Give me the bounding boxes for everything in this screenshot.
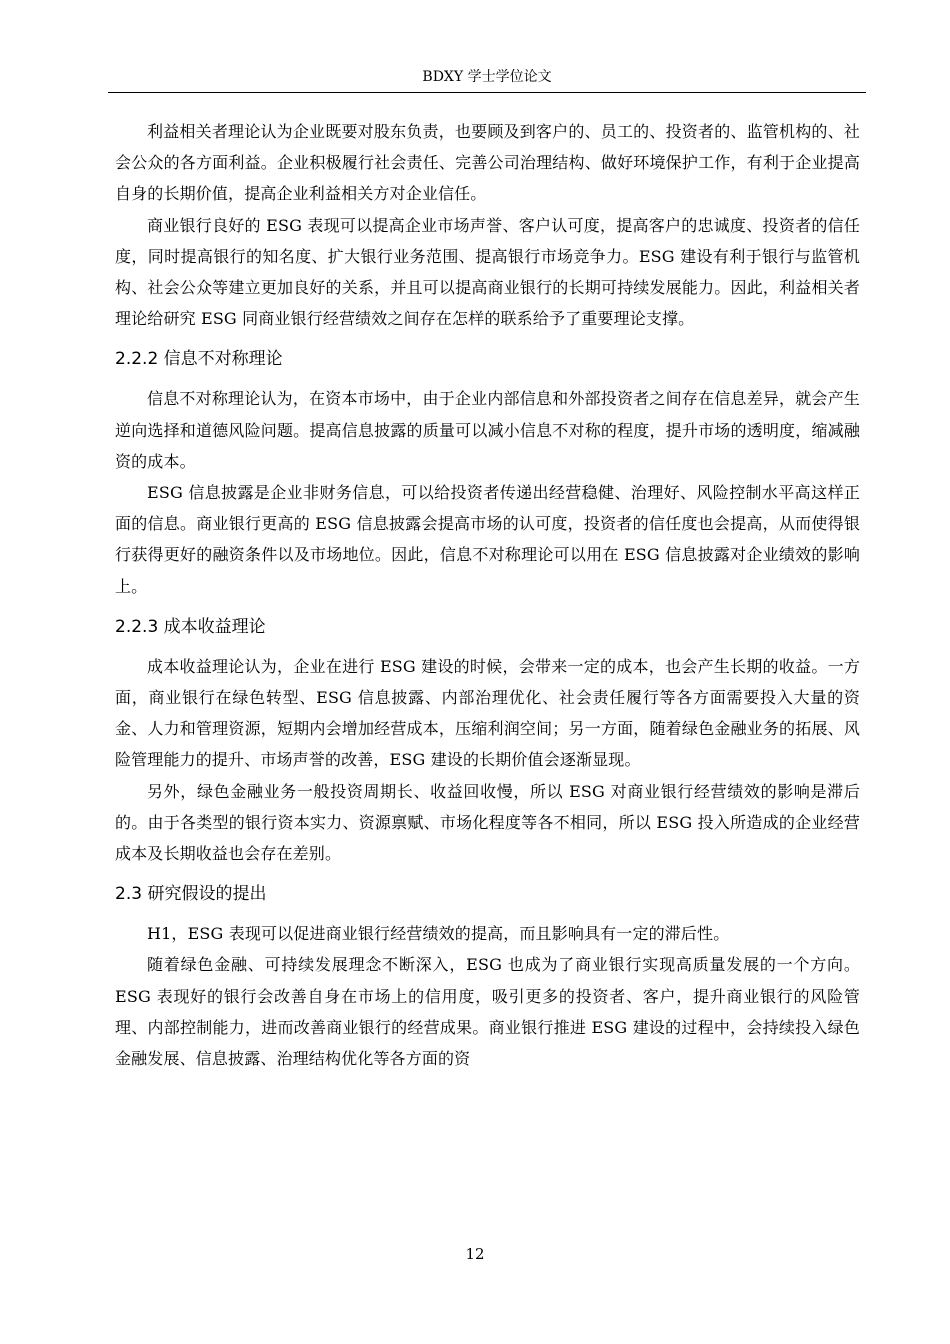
section-heading-2-3: 2.3 研究假设的提出 — [115, 884, 267, 905]
paragraph: 成本收益理论认为，企业在进行 ESG 建设的时候，会带来一定的成本，也会产生长期的收益。一方面，商业银行在绿色转型、ESG 信息披露、内部治理优化、社会责任履行等各方面需要投入大量的资金、人力和管理资源，短期内会增加经营成本，压缩利润空间；另一方面，随着绿色金融业务的拓展、风险管理能力的提升、市场声誉的改善，ESG 建设的长期价值会逐渐显现。 — [115, 656, 860, 770]
section-heading-2-2-2: 2.2.2 信息不对称理论 — [115, 349, 283, 370]
page-number: 12 — [465, 1245, 485, 1263]
page-header: BDXY 学士学位论文 — [108, 66, 866, 93]
paragraph: 利益相关者理论认为企业既要对股东负责，也要顾及到客户的、员工的、投资者的、监管机构的、社会公众的各方面利益。企业积极履行社会责任、完善公司治理结构、做好环境保护工作，有利于企业提高自身的长期价值，提高企业利益相关方对企业信任。 — [115, 122, 860, 204]
paragraph: 另外，绿色金融业务一般投资周期长、收益回收慢，所以 ESG 对商业银行经营绩效的影响是滞后的。由于各类型的银行资本实力、资源禀赋、市场化程度等各不相同，所以 ESG 投入所造成的企业经营成本及长期收益也会存在差别。 — [115, 781, 860, 864]
paragraph: 随着绿色金融、可持续发展理念不断深入，ESG 也成为了商业银行实现高质量发展的一个方向。ESG 表现好的银行会改善自身在市场上的信用度，吸引更多的投资者、客户，提升商业银行的风险管理、内部控制能力，进而改善商业银行的经营成果。商业银行推进 ESG 建设的过程中，会持续投入绿色金融发展、信息披露、治理结构优化等各方面的资 — [115, 955, 860, 1069]
document-body — [115, 116, 860, 1074]
paragraph: 信息不对称理论认为，在资本市场中，由于企业内部信息和外部投资者之间存在信息差异，就会产生逆向选择和道德风险问题。提高信息披露的质量可以减小信息不对称的程度，提升市场的透明度，缩减融资的成本。 — [115, 389, 860, 471]
paragraph: ESG 信息披露是企业非财务信息，可以给投资者传递出经营稳健、治理好、风险控制水平高这样正面的信息。商业银行更高的 ESG 信息披露会提高市场的认可度，投资者的信任度也会提高，从而使得银行获得更好的融资条件以及市场地位。因此，信息不对称理论可以用在 ESG 信息披露对企业绩效的影响上。 — [115, 483, 860, 596]
hypothesis-h1: H1，ESG 表现可以促进商业银行经营绩效的提高，而且影响具有一定的滞后性。 — [147, 924, 730, 944]
paragraph: 商业银行良好的 ESG 表现可以提高企业市场声誉、客户认可度，提高客户的忠诚度、投资者的信任度，同时提高银行的知名度、扩大银行业务范围、提高银行市场竞争力。ESG 建设有利于银行与监管机构、社会公众等建立更加良好的关系，并且可以提高商业银行的长期可持续发展能力。因此，利益相关者理论给研究 ESG 同商业银行经营绩效之间存在怎样的联系给予了重要理论支撑。 — [115, 215, 860, 329]
section-heading-2-2-3: 2.2.3 成本收益理论 — [115, 616, 266, 637]
